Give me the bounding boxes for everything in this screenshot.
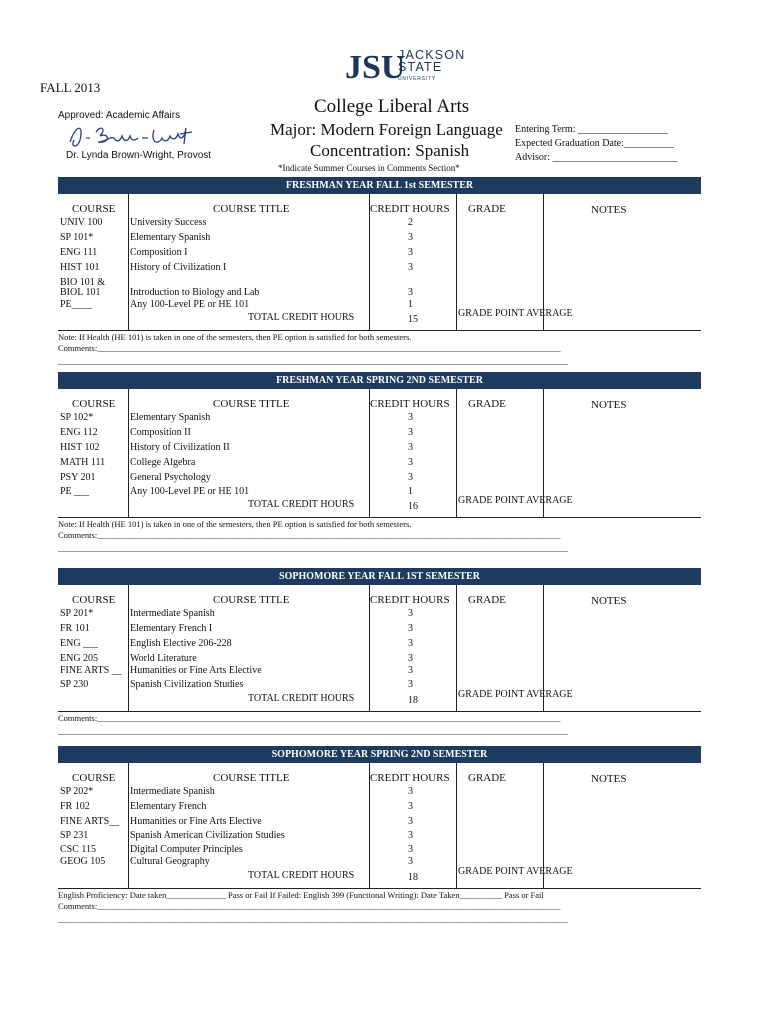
grade-entry[interactable]: [458, 247, 542, 262]
semester-note: Note: If Health (HE 101) is taken in one of the semesters, then PE option is satisfied for both semesters.: [58, 332, 412, 342]
course-title: Spanish Civilization Studies: [130, 679, 244, 690]
credit-hours: 3: [408, 830, 413, 841]
course-title: Elementary Spanish: [130, 232, 211, 243]
semester-block: [58, 177, 701, 331]
credit-hours: 3: [408, 679, 413, 690]
logo-name-1: JACKSON: [398, 48, 466, 62]
credit-hours: 1: [408, 299, 413, 310]
table-divider: [456, 194, 457, 330]
college-title: College Liberal Arts: [314, 96, 470, 117]
credit-hours: 3: [408, 232, 413, 243]
course-title: Introduction to Biology and Lab: [130, 287, 260, 298]
logo-wordmark: [398, 49, 465, 85]
credit-hours: 3: [408, 608, 413, 619]
credit-hours: 3: [408, 856, 413, 867]
summer-courses-note: *Indicate Summer Courses in Comments Section*: [278, 163, 460, 173]
course-code: ENG ___: [60, 638, 99, 649]
course-code: ENG 111: [60, 247, 98, 258]
credit-hours: 3: [408, 287, 413, 298]
course-title: Any 100-Level PE or HE 101: [130, 299, 250, 310]
course-code: SP 202*: [60, 786, 94, 797]
column-header-credit-hours: CREDIT HOURS: [370, 772, 450, 784]
course-code: PSY 201: [60, 472, 96, 483]
credit-hours: 3: [408, 665, 413, 676]
total-credit-hours-value: 18: [408, 695, 418, 706]
course-title: History of Civilization I: [130, 262, 227, 273]
column-header-title: COURSE TITLE: [213, 594, 290, 606]
grade-point-average-label: GRADE POINT AVERAGE: [458, 866, 573, 877]
course-code: UNIV 100: [60, 217, 103, 228]
total-credit-hours-label: TOTAL CREDIT HOURS: [248, 870, 355, 881]
entering-term-field[interactable]: Entering Term: __________________: [515, 124, 668, 135]
grade-entry[interactable]: [458, 287, 542, 299]
course-code: PE____: [60, 299, 92, 310]
course-code: MATH 111: [60, 457, 106, 468]
course-code: ENG 112: [60, 427, 98, 438]
grade-entry[interactable]: [458, 412, 542, 427]
table-divider: [128, 585, 129, 711]
course-title: Elementary Spanish: [130, 412, 211, 423]
credit-hours: 3: [408, 262, 413, 273]
course-title: Digital Computer Principles: [130, 844, 243, 855]
logo-mark: JSU: [345, 49, 406, 86]
table-divider: [456, 585, 457, 711]
table-divider: [128, 389, 129, 517]
grade-entry[interactable]: [458, 786, 542, 801]
course-title: Composition I: [130, 247, 188, 258]
column-header-title: COURSE TITLE: [213, 203, 290, 215]
semester-block: [58, 372, 701, 518]
course-code: SP 101*: [60, 232, 94, 243]
grade-entry[interactable]: [458, 844, 542, 856]
course-title: Composition II: [130, 427, 191, 438]
table-divider: [456, 763, 457, 888]
credit-hours: 3: [408, 427, 413, 438]
grade-entry[interactable]: [458, 472, 542, 486]
term-label: FALL 2013: [40, 80, 101, 95]
approved-label: Approved: Academic Affairs: [58, 110, 181, 121]
course-title: Intermediate Spanish: [130, 608, 215, 619]
grade-entry[interactable]: [458, 623, 542, 638]
table-divider: [128, 763, 129, 888]
course-title: Elementary French: [130, 801, 207, 812]
advisor-field[interactable]: Advisor: _________________________: [515, 152, 678, 163]
table-divider: [128, 194, 129, 330]
column-header-course: COURSE: [72, 398, 116, 410]
column-header-grade: GRADE: [468, 772, 506, 784]
grade-point-average-label: GRADE POINT AVERAGE: [458, 308, 573, 319]
grade-entry[interactable]: [458, 653, 542, 665]
course-code: SP 102*: [60, 412, 94, 423]
grade-entry[interactable]: [458, 608, 542, 623]
column-header-course: COURSE: [72, 772, 116, 784]
grade-point-average-label: GRADE POINT AVERAGE: [458, 689, 573, 700]
grade-entry[interactable]: [458, 217, 542, 232]
total-credit-hours-label: TOTAL CREDIT HOURS: [248, 312, 355, 323]
major-title: Major: Modern Foreign Language: [270, 120, 503, 139]
course-title: Spanish American Civilization Studies: [130, 830, 285, 841]
semester-title: SOPHOMORE YEAR SPRING 2ND SEMESTER: [58, 746, 701, 763]
logo-name-2: STATE: [398, 60, 443, 74]
credit-hours: 3: [408, 472, 413, 483]
course-title: University Success: [130, 217, 207, 228]
course-code: FR 102: [60, 801, 90, 812]
total-credit-hours-value: 16: [408, 501, 418, 512]
course-code: BIOL 101: [60, 287, 101, 298]
provost-name: Dr. Lynda Brown-Wright, Provost: [66, 150, 212, 161]
course-code: FR 101: [60, 623, 90, 634]
column-header-notes: NOTES: [591, 595, 627, 607]
course-code: FINE ARTS __: [60, 665, 122, 676]
course-title: Cultural Geography: [130, 856, 210, 867]
course-code: HIST 102: [60, 442, 100, 453]
course-table: [58, 585, 701, 712]
grade-entry[interactable]: [458, 830, 542, 844]
course-table: [58, 389, 701, 518]
grade-entry[interactable]: [458, 816, 542, 830]
grade-point-average-label: GRADE POINT AVERAGE: [458, 495, 573, 506]
comments-line[interactable]: ________________________________________________________________________________________________________________________: [58, 726, 568, 736]
course-table: [58, 194, 701, 331]
semester-note: Note: If Health (HE 101) is taken in one of the semesters, then PE option is satisfied for both semesters.: [58, 519, 412, 529]
column-header-course: COURSE: [72, 203, 116, 215]
course-title: Any 100-Level PE or HE 101: [130, 486, 250, 497]
table-divider: [456, 389, 457, 517]
total-credit-hours-value: 18: [408, 872, 418, 883]
course-code: CSC 115: [60, 844, 97, 855]
total-credit-hours-label: TOTAL CREDIT HOURS: [248, 499, 355, 510]
credit-hours: 3: [408, 801, 413, 812]
course-code: SP 201*: [60, 608, 94, 619]
column-header-notes: NOTES: [591, 773, 627, 785]
semester-title: SOPHOMORE YEAR FALL 1ST SEMESTER: [58, 568, 701, 585]
course-title: World Literature: [130, 653, 197, 664]
total-credit-hours-value: 15: [408, 314, 418, 325]
course-title: History of Civilization II: [130, 442, 230, 453]
course-title: Intermediate Spanish: [130, 786, 215, 797]
column-header-title: COURSE TITLE: [213, 398, 290, 410]
comments-field[interactable]: Comments:_____________________________________________________________________________________________________________: [58, 530, 561, 540]
column-header-notes: NOTES: [591, 399, 627, 411]
course-code: SP 231: [60, 830, 89, 841]
course-code: PE ___: [60, 486, 90, 497]
course-title: College Algebra: [130, 457, 196, 468]
column-header-credit-hours: CREDIT HOURS: [370, 203, 450, 215]
logo-name-3: UNIVERSITY: [398, 76, 437, 82]
concentration-title: Concentration: Spanish: [310, 141, 470, 160]
grade-entry[interactable]: [458, 442, 542, 457]
grade-entry[interactable]: [458, 665, 542, 679]
credit-hours: 3: [408, 816, 413, 827]
course-code: BIO 101 &: [60, 277, 105, 288]
course-title: Humanities or Fine Arts Elective: [130, 665, 262, 676]
course-table: [58, 763, 701, 889]
grade-entry[interactable]: [458, 262, 542, 277]
grade-entry[interactable]: [458, 457, 542, 472]
semester-title: FRESHMAN YEAR FALL 1st SEMESTER: [58, 177, 701, 194]
credit-hours: 2: [408, 217, 413, 228]
course-title: Elementary French I: [130, 623, 213, 634]
grade-entry[interactable]: [458, 232, 542, 247]
semester-block: [58, 568, 701, 712]
column-header-credit-hours: CREDIT HOURS: [370, 594, 450, 606]
semester-block: [58, 746, 701, 889]
comments-field[interactable]: Comments:_____________________________________________________________________________________________________________: [58, 901, 561, 911]
course-title: Humanities or Fine Arts Elective: [130, 816, 262, 827]
expected-graduation-field[interactable]: Expected Graduation Date:__________: [515, 138, 674, 149]
credit-hours: 1: [408, 486, 413, 497]
comments-line[interactable]: ________________________________________________________________________________________________________________________: [58, 914, 568, 924]
course-code: SP 230: [60, 679, 89, 690]
column-header-credit-hours: CREDIT HOURS: [370, 398, 450, 410]
column-header-title: COURSE TITLE: [213, 772, 290, 784]
grade-entry[interactable]: [458, 638, 542, 653]
grade-entry[interactable]: [458, 427, 542, 442]
column-header-grade: GRADE: [468, 398, 506, 410]
comments-field[interactable]: Comments:_____________________________________________________________________________________________________________: [58, 713, 561, 723]
credit-hours: 3: [408, 653, 413, 664]
semester-title: FRESHMAN YEAR SPRING 2ND SEMESTER: [58, 372, 701, 389]
course-code: HIST 101: [60, 262, 100, 273]
comments-line[interactable]: ________________________________________________________________________________________________________________________: [58, 356, 568, 366]
comments-field[interactable]: Comments:_____________________________________________________________________________________________________________: [58, 343, 561, 353]
comments-line[interactable]: ________________________________________________________________________________________________________________________: [58, 543, 568, 553]
credit-hours: 3: [408, 638, 413, 649]
course-title: General Psychology: [130, 472, 211, 483]
credit-hours: 3: [408, 786, 413, 797]
credit-hours: 3: [408, 247, 413, 258]
course-code: ENG 205: [60, 653, 99, 664]
column-header-grade: GRADE: [468, 203, 506, 215]
credit-hours: 3: [408, 844, 413, 855]
credit-hours: 3: [408, 623, 413, 634]
grade-entry[interactable]: [458, 801, 542, 816]
grade-entry[interactable]: [458, 277, 542, 287]
credit-hours: 3: [408, 457, 413, 468]
course-title: English Elective 206-228: [130, 638, 232, 649]
course-code: GEOG 105: [60, 856, 106, 867]
column-header-notes: NOTES: [591, 204, 627, 216]
column-header-grade: GRADE: [468, 594, 506, 606]
signature-image: [66, 120, 206, 152]
approval-block: [58, 110, 243, 166]
column-header-course: COURSE: [72, 594, 116, 606]
credit-hours: 3: [408, 442, 413, 453]
semester-note: English Proficiency: Date taken______________ Pass or Fail If Failed: English 399 (Functional Writing): Date Taken__________ Pass or Fail: [58, 890, 544, 900]
total-credit-hours-label: TOTAL CREDIT HOURS: [248, 693, 355, 704]
credit-hours: 3: [408, 412, 413, 423]
course-code: FINE ARTS__: [60, 816, 120, 827]
